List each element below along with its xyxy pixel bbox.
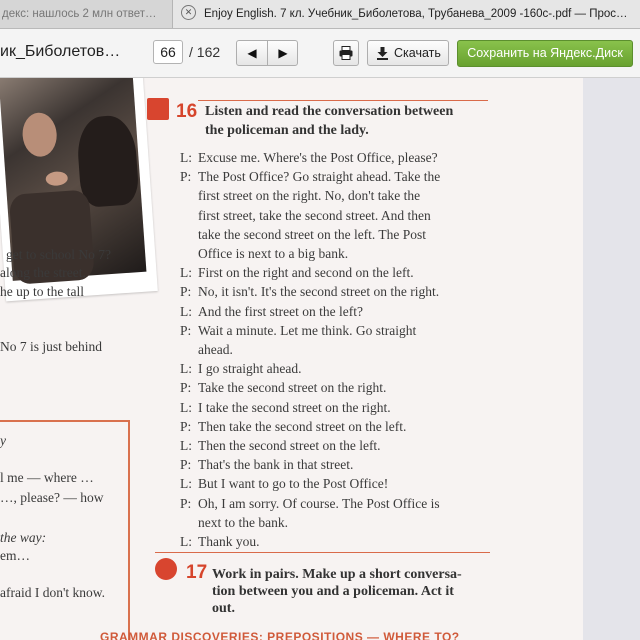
dialogue-speaker: P:: [180, 457, 192, 473]
dialogue-speaker: P:: [180, 495, 192, 511]
dialogue-line: First on the right and second on the left.: [198, 265, 414, 281]
print-button[interactable]: [333, 40, 359, 66]
left-text-line: along the street.: [0, 265, 86, 280]
viewer-toolbar: [0, 29, 640, 78]
exercise-rule: [155, 552, 490, 553]
exercise-16-number: 16: [176, 101, 198, 122]
prev-page-button[interactable]: ◀: [237, 41, 268, 65]
dialogue-line: first street, take the second street. And then: [198, 207, 431, 223]
dialogue-speaker: L:: [180, 361, 192, 377]
dialogue-speaker: L:: [180, 150, 192, 165]
box-line: afraid I don't know.: [0, 585, 106, 600]
exercise-17-instruction: out.: [212, 601, 235, 616]
dialogue-line: next to the bank.: [198, 514, 288, 530]
dialogue-line: ahead.: [198, 342, 233, 357]
dialogue-line: The Post Office? Go straight ahead. Take the: [198, 169, 441, 185]
browser-tab-active[interactable]: [172, 0, 640, 28]
box-line: …, please? — how: [0, 490, 104, 505]
dialogue-line: I go straight ahead.: [198, 361, 302, 377]
exercise-17-number: 17: [186, 562, 208, 583]
exercise-17-instruction: Work in pairs. Make up a short conversa-: [212, 567, 462, 582]
dialogue-speaker: L:: [180, 303, 192, 319]
page-number-input[interactable]: 66: [153, 40, 183, 64]
dialogue-line: Wait a minute. Let me think. Go straight: [198, 322, 417, 338]
next-page-button[interactable]: ▶: [278, 46, 288, 60]
face-man: [21, 112, 58, 158]
browser-tab-strip: [0, 0, 640, 29]
exercise-rule: [198, 100, 488, 101]
dialogue-line: I take the second street on the right.: [198, 399, 391, 415]
dialogue-line: Office is next to a big bank.: [198, 246, 349, 261]
exercise-16-instruction: the policeman and the lady.: [205, 123, 369, 138]
dialogue-speaker: L:: [180, 399, 192, 415]
dialogue-line: Excuse me. Where's the Post Office, please?: [198, 150, 438, 165]
exercise-16-instruction: Listen and read the conversation between: [205, 104, 454, 119]
dialogue-line: No, it isn't. It's the second street on the right.: [198, 284, 440, 300]
document-title: ик_Биболетов…: [0, 43, 121, 60]
box-line: l me — where …: [0, 470, 94, 485]
dialogue-speaker: P:: [180, 322, 192, 338]
dialogue-speaker: P:: [180, 380, 192, 396]
dialogue-speaker: L:: [180, 438, 192, 453]
dialogue-speaker: L:: [180, 265, 192, 281]
dialogue-line: Oh, I am sorry. Of course. The Post Office is: [198, 495, 440, 511]
save-to-yandex-disk-button[interactable]: Сохранить на Яндекс.Диск: [457, 40, 633, 67]
browser-tab-yandex[interactable]: [0, 0, 170, 28]
download-icon: [376, 47, 389, 60]
tab-label: Enjoy English. 7 кл. Учебник_Биболетова, Трубанева_2009 -160c-.pdf — Прос…: [204, 8, 628, 20]
listen-icon: [147, 98, 169, 120]
exercise-17-instruction: tion between you and a policeman. Act it: [212, 584, 454, 599]
hand: [45, 171, 68, 187]
dialogue-line: That's the bank in that street.: [198, 457, 354, 473]
dialogue-line: first street on the right. No, don't take the: [198, 188, 421, 204]
dialogue-line: Thank you.: [198, 534, 260, 549]
dialogue-line: Then take the second street on the left.: [198, 418, 407, 434]
dialogue-speaker: L:: [180, 476, 192, 492]
box-line: em…: [0, 548, 30, 563]
pair-work-icon: [155, 558, 177, 580]
pdf-page: [0, 78, 583, 640]
left-text-line: he up to the tall: [0, 284, 84, 299]
tab-label: декс: нашлось 2 млн ответ…: [2, 8, 157, 20]
printer-icon: [339, 46, 353, 60]
left-text-line: No 7 is just behind: [0, 339, 103, 354]
close-tab-icon[interactable]: ✕: [181, 5, 196, 20]
dialogue-line: And the first street on the left?: [198, 303, 363, 319]
dialogue-speaker: P:: [180, 418, 192, 434]
viewer-background: [583, 78, 640, 640]
dialogue-line: Take the second street on the right.: [198, 380, 387, 396]
page-total: / 162: [189, 44, 221, 60]
download-label: Скачать: [394, 46, 441, 60]
hair-woman: [76, 114, 140, 208]
left-text-line: get to school No 7?: [6, 247, 111, 262]
dialogue-speaker: P:: [180, 169, 192, 185]
dialogue-speaker: P:: [180, 284, 192, 300]
box-line: the way:: [0, 530, 47, 545]
download-button[interactable]: [367, 40, 449, 66]
dialogue-line: But I want to go to the Post Office!: [198, 476, 389, 492]
box-line: y: [0, 433, 6, 448]
section-heading: GRAMMAR DISCOVERIES: PREPOSITIONS — WHERE TO?: [100, 630, 460, 640]
dialogue-line: Then the second street on the left.: [198, 438, 381, 453]
dialogue-line: take the second street on the left. The Post: [198, 226, 427, 242]
dialogue-speaker: L:: [180, 534, 192, 549]
page-nav-group: [236, 40, 298, 66]
